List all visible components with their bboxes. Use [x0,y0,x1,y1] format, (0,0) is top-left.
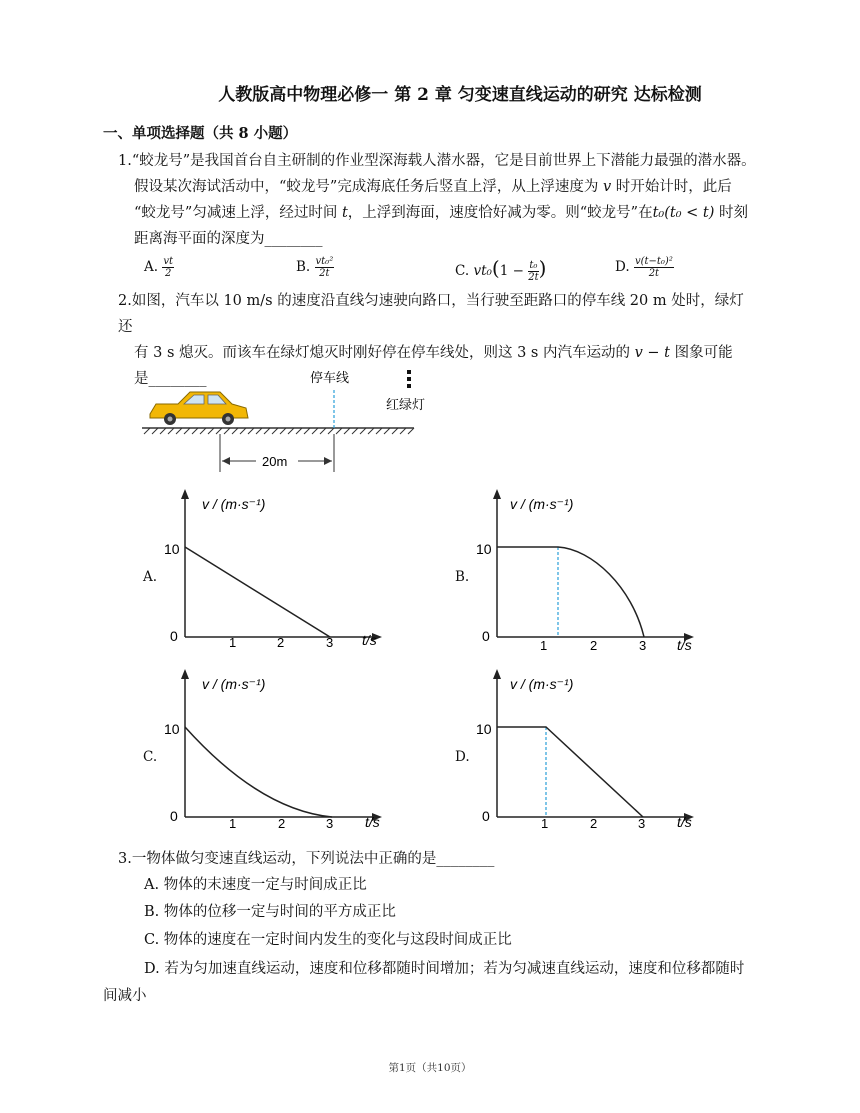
y-tick-10: 10 [476,541,492,557]
y-axis [181,489,189,637]
y-axis-label: v / (m·s⁻¹) [510,676,574,692]
velocity-curve [185,727,332,817]
numerator: vt [163,256,174,267]
fraction [528,260,538,283]
x-tick-3: 3 [326,816,334,831]
x-tick-1: 1 [229,816,237,831]
x-tick-3: 3 [638,816,646,831]
q2-line2a: 有 3 s 熄灭。而该车在绿灯熄灭时刚好停在停车线处，则这 3 s 内汽车运动的 [134,345,630,361]
road-figure [138,362,428,477]
q1-line3c: 时刻 [719,205,748,221]
traffic-light-icon [407,370,411,388]
fraction [315,256,335,279]
q2-number: 2. [118,293,132,309]
velocity-curve [497,547,644,637]
graph-c [160,667,400,837]
q3-option-a[interactable]: A. 物体的末速度一定与时间成正比 [144,877,367,893]
y-axis [181,669,189,817]
page-footer: 第1页（共10页） [388,1062,472,1074]
denominator: 2 [164,268,172,279]
q1-t0-expr: t₀(t₀ < t) [652,205,715,221]
traffic-light-label: 红绿灯 [386,397,426,412]
velocity-curve [497,727,643,817]
q1-var-v: v [602,179,612,195]
denominator: 2t [528,272,539,283]
x-tick-1: 1 [229,635,237,650]
y-axis [493,489,501,637]
y-tick-10: 10 [164,541,180,557]
denominator: 2t [319,268,330,279]
q3-option-c[interactable]: C. 物体的速度在一定时间内发生的变化与这段时间成正比 [144,932,512,948]
x-tick-3: 3 [326,635,334,650]
q2-line2b: 图象可能 [674,345,733,361]
q2-vt: v − t [634,345,670,361]
origin-label: 0 [170,628,178,644]
graph-d [472,667,712,837]
x-tick-2: 2 [277,635,285,650]
q3-option-b[interactable]: B. 物体的位移一定与时间的平方成正比 [144,904,396,920]
origin-label: 0 [170,808,178,824]
option-label: A. [144,259,159,275]
option-label: B. [296,259,311,275]
q1-line3b: ，上浮到海面，速度恰好减为零。则“蛟龙号”在 [347,205,653,221]
numerator: t₀ [529,260,538,271]
x-axis-label: t/s [677,814,692,830]
numerator: vt₀² [315,256,334,267]
q1-line3a: “蛟龙号”匀减速上浮，经过时间 [134,205,338,221]
paren-close: ) [538,256,547,280]
page-title: 人教版高中物理必修一 第 2 章 匀变速直线运动的研究 达标检测 [218,85,702,105]
x-axis-label: t/s [677,637,692,653]
origin-label: 0 [482,808,490,824]
fraction [162,256,174,279]
q3-option-d[interactable]: D. 若为匀加速直线运动，速度和位移都随时间增加；若为匀减速直线运动，速度和位移都随时 [144,961,745,977]
q2-line3: 是________ [134,371,207,387]
stop-line-label: 停车线 [310,370,350,385]
q1-var-t: t [341,205,348,221]
fraction [634,256,674,279]
x-tick-3: 3 [639,638,647,653]
graph-b [472,487,712,657]
graph-d-label[interactable]: D. [455,749,470,765]
y-tick-10: 10 [476,721,492,737]
y-tick-10: 10 [164,721,180,737]
graph-b-label[interactable]: B. [455,569,470,585]
velocity-curve [185,547,330,637]
car-icon [150,392,248,425]
graph-a-label[interactable]: A. [143,569,158,585]
x-tick-2: 2 [278,816,286,831]
x-tick-1: 1 [541,816,549,831]
q1-option-c[interactable]: C. vt₀(1 − $\frac{\text{t₀}}{2t}$ ) [455,256,547,283]
x-tick-1: 1 [540,638,548,653]
y-axis-label: v / (m·s⁻¹) [510,496,574,512]
y-axis-label: v / (m·s⁻¹) [202,496,266,512]
denominator: 2t [648,268,660,279]
q1-line4: 距离海平面的深度为________ [134,231,323,247]
x-tick-2: 2 [590,638,598,653]
q3-stem: 一物体做匀变速直线运动，下列说法中正确的是________ [131,851,495,867]
paren-open: ( [491,256,500,280]
x-axis-label: t/s [362,632,377,648]
q1-option-a[interactable] [144,256,174,279]
c-prefix: vt₀ [473,263,492,279]
question-3 [118,846,768,872]
distance-label: 20m [262,454,288,469]
y-axis [493,669,501,817]
x-tick-2: 2 [590,816,598,831]
origin-label: 0 [482,628,490,644]
question-1 [118,148,758,252]
q1-option-b[interactable] [296,256,334,279]
y-axis-label: v / (m·s⁻¹) [202,676,266,692]
q1-line2a: 假设某次海试活动中，“蛟龙号”完成海底任务后竖直上浮，从上浮速度为 [134,179,599,195]
q3-option-d-cont: 间减小 [103,988,147,1004]
q3-number: 3. [118,851,132,867]
option-label: C. [455,263,470,279]
q1-line2b: 时开始计时，此后 [615,179,732,195]
x-axis-label: t/s [365,814,380,830]
q1-number: 1. [118,153,132,169]
q1-option-d[interactable] [615,256,674,279]
section-heading: 一、单项选择题（共 8 小题） [103,125,298,142]
option-label: D. [615,259,630,275]
q2-line1: 如图，汽车以 10 m/s 的速度沿直线匀速驶向路口，当行驶至距路口的停车线 20 m 处时，绿灯还 [118,293,744,335]
graph-a [160,487,400,657]
numerator: v(t−t₀)² [634,256,673,267]
q1-line1: “蛟龙号”是我国首台自主研制的作业型深海载人潜水器，它是目前世界上下潜能力最强的潜水器。 [131,153,756,169]
graph-c-label[interactable]: C. [143,749,158,765]
